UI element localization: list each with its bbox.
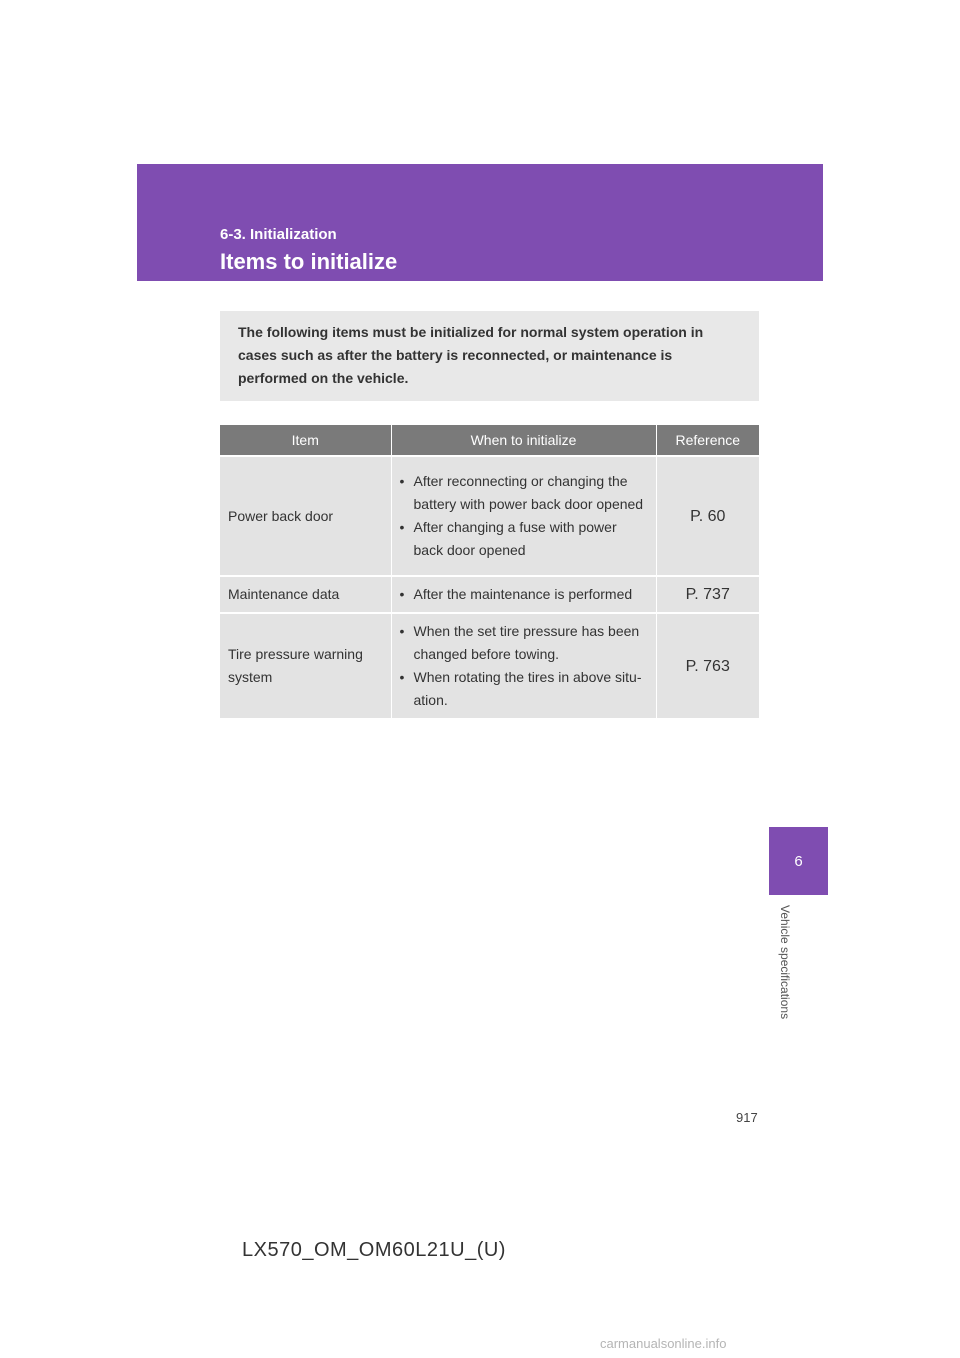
when-cell [391,576,656,613]
table-row [220,456,759,576]
item-cell: Maintenance data [220,576,391,613]
reference-cell: P. 60 [656,456,759,576]
when-cell [391,456,656,576]
when-list-item: • After the maintenance is performed [400,583,648,606]
item-cell: Tire pressure warning system [220,613,391,718]
chapter-number: 6 [794,852,803,870]
chapter-title: Vehicle specifications [778,905,792,1020]
table-row [220,613,759,718]
when-list [400,620,648,712]
intro-text: The following items must be initialized for normal system operation in cases such as after the battery is reconnected, or maintenance is performed on the vehicle. [238,324,704,386]
page-number: 917 [736,1110,758,1125]
watermark: carmanualsonline.info [600,1336,727,1351]
table-header-row [220,425,759,456]
item-cell: Power back door [220,456,391,576]
reference-cell: P. 763 [656,613,759,718]
header-band [137,164,823,281]
chapter-tab[interactable] [769,827,828,895]
column-header-item: Item [220,425,391,456]
when-list [400,470,648,562]
when-list-item: • When the set tire pressure has been changed before towing. [400,620,648,666]
column-header-when: When to initialize [391,425,656,456]
when-cell [391,613,656,718]
page-title: Items to initialize [220,249,398,274]
when-list [400,583,648,606]
reference-cell: P. 737 [656,576,759,613]
section-label: 6-3. Initialization [220,226,337,243]
when-list-item: • After reconnecting or changing the battery with power back door opened [400,470,648,516]
when-list-item: • After changing a fuse with power back door opened [400,516,648,562]
table-row [220,576,759,613]
when-list-item: • When rotating the tires in above situ-ation. [400,666,648,712]
footer-code: LX570_OM_OM60L21U_(U) [242,1239,506,1261]
intro-box [220,311,759,401]
initialization-table [220,425,759,718]
column-header-reference: Reference [656,425,759,456]
